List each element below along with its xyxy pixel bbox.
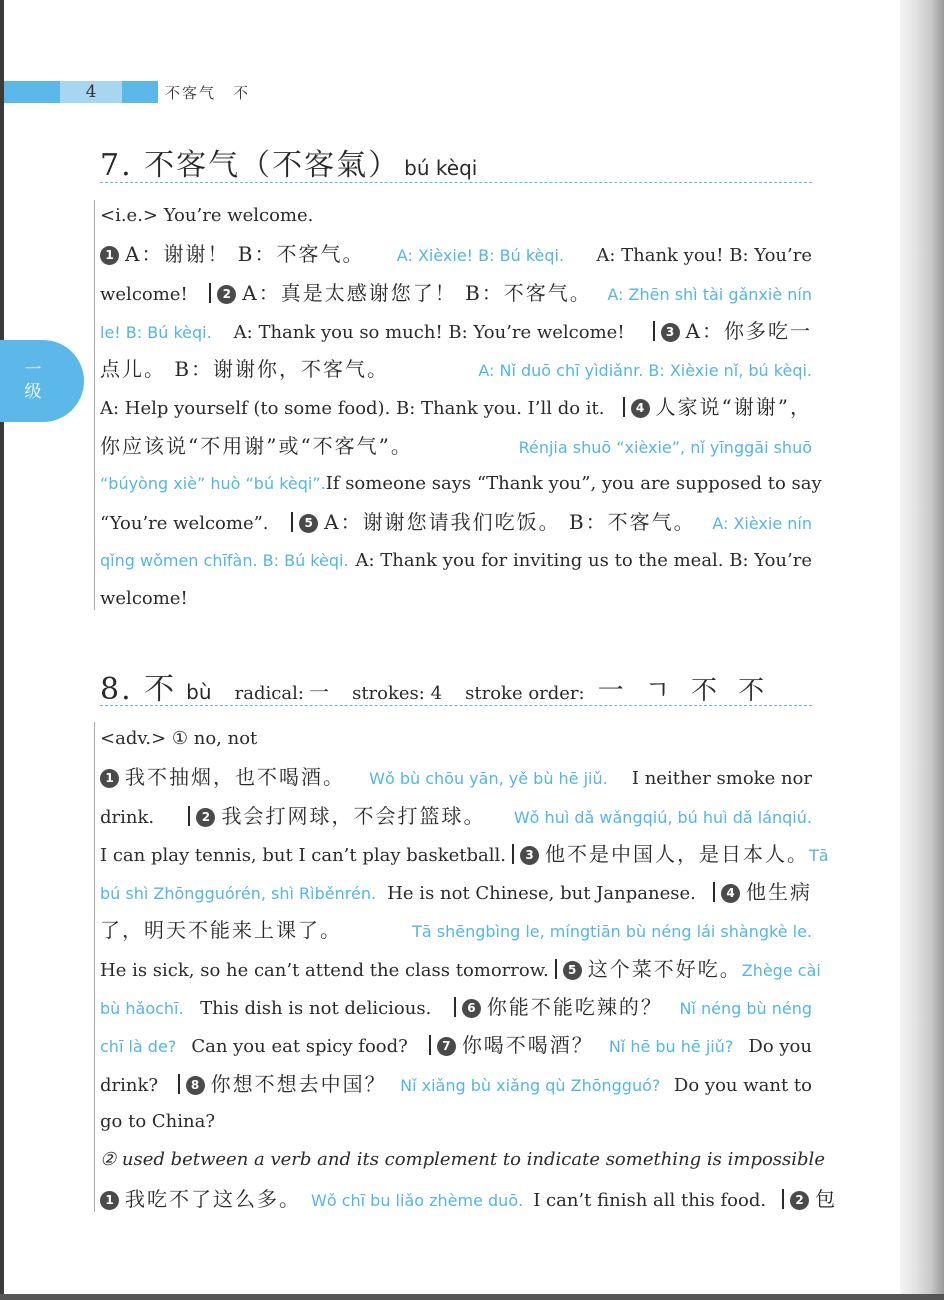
example-group (549, 950, 742, 990)
pinyin-text: Nǐ néng bù néng (679, 999, 812, 1019)
chinese-text: 我吃不了这么多。 (125, 1186, 301, 1211)
text-line (100, 950, 821, 988)
text-line (100, 758, 812, 796)
text-line (100, 720, 812, 758)
example-separator (454, 997, 456, 1017)
text-line (100, 1180, 838, 1218)
example-group (776, 1180, 837, 1220)
example-separator (555, 959, 557, 979)
example-number-badge: 2 (217, 285, 236, 304)
text-line (100, 542, 812, 580)
pinyin-text: Tā (809, 845, 829, 865)
english-text: A: Thank you so much! B: You’re welcome! (233, 321, 625, 343)
english-text: drink. (100, 806, 155, 828)
page-curl-shadow (900, 0, 944, 1300)
english-text: He is sick, so he can’t attend the class tomorrow. (100, 959, 549, 981)
page-binding-edge (0, 0, 4, 1300)
english-text: A: Thank you! B: You’re (596, 245, 812, 267)
chinese-text: 包 (815, 1186, 838, 1211)
entry-8-divider (100, 705, 812, 706)
english-text: Do you want to (673, 1074, 812, 1096)
example-separator (512, 844, 514, 864)
chinese-text: 你想不想去中国？ (210, 1071, 387, 1096)
example-number-badge: 4 (631, 399, 650, 418)
chinese-text: 你能不能吃辣的？ (486, 995, 663, 1020)
example-group (423, 1026, 594, 1066)
text-line (100, 1141, 825, 1179)
example-number-badge: 6 (462, 999, 481, 1018)
chinese-text: 这个菜不好吃。 (587, 956, 742, 981)
pinyin-text: Rénjia shuō “xièxie”, nǐ yīnggāi shuō (518, 437, 812, 457)
page-bottom-edge (0, 1294, 944, 1300)
example-number-badge: 3 (520, 846, 539, 865)
entry-8-body (100, 720, 838, 1218)
english-text: welcome! (100, 587, 188, 609)
text-line (100, 797, 812, 835)
example-group (203, 274, 592, 314)
entry-7-body (100, 197, 822, 618)
chinese-text: 了，明天不能来上课了。 (100, 918, 342, 943)
english-text: He is not Chinese, but Janpanese. (387, 883, 696, 905)
text-line (100, 835, 829, 873)
text-line (100, 427, 812, 465)
example-number-badge: 8 (186, 1076, 205, 1095)
example-separator (782, 1189, 784, 1209)
example-number-badge: 5 (563, 961, 582, 980)
english-text: “You’re welcome”. (100, 513, 269, 535)
example-separator (188, 806, 190, 826)
english-text: welcome! (100, 283, 188, 305)
pinyin-text: A: Zhēn shì tài gǎnxiè nín (607, 284, 812, 304)
example-number-badge: 3 (661, 323, 680, 342)
example-group (100, 758, 345, 798)
level-tab-line1: 一 (24, 360, 42, 380)
text-line (100, 274, 812, 312)
english-text: If someone says “Thank you”, you are supposed to say (325, 473, 822, 495)
english-text: Do you (748, 1036, 812, 1058)
chinese-text: A：你多吃一 (685, 318, 812, 343)
example-separator (291, 512, 293, 532)
pinyin-text: bù hǎochī. (100, 999, 184, 1019)
example-group (285, 503, 696, 543)
english-text: I can’t finish all this food. (533, 1189, 767, 1211)
chinese-text: 人家说“谢谢”， (655, 395, 812, 420)
text-line (100, 1065, 812, 1103)
text-line (100, 312, 812, 350)
chinese-text: 他生病 (746, 880, 812, 905)
chinese-text: 你喝不喝酒？ (461, 1033, 594, 1058)
stroke-order-label: stroke order: (465, 683, 585, 704)
text-line (100, 580, 812, 618)
entry-7-guide-line (94, 200, 95, 610)
text-line (100, 988, 812, 1026)
pinyin-text: Nǐ hē bu hē jiǔ? (608, 1037, 734, 1057)
example-group (617, 388, 812, 428)
entry-8-headword: 8. 不 (100, 672, 177, 707)
example-separator (209, 283, 211, 303)
chinese-text: A：真是太感谢您了！ B：不客气。 (242, 280, 592, 305)
entry-8-guide-line (94, 722, 95, 1212)
english-text: This dish is not delicious. (200, 998, 432, 1020)
text-line (100, 1103, 812, 1141)
stroke-order-step: 不 (691, 676, 718, 706)
english-text: drink? (100, 1074, 159, 1096)
strokes-label: strokes: 4 (352, 683, 443, 704)
pinyin-text: Zhège cài (741, 960, 821, 980)
chinese-text: 我不抽烟，也不喝酒。 (125, 765, 345, 790)
pinyin-text: bú shì Zhōngguórén, shì Rìběnrén. (100, 884, 377, 904)
example-number-badge: 7 (437, 1037, 456, 1056)
pinyin-text: Tā shēngbìng le, míngtiān bù néng lái shàngkè le. (412, 922, 812, 942)
example-separator (623, 397, 625, 417)
pinyin-text: chī là de? (100, 1037, 177, 1057)
pinyin-text: A: Xièxie! B: Bú kèqi. (396, 246, 565, 266)
example-separator (429, 1035, 431, 1055)
example-number-badge: 1 (100, 769, 119, 788)
example-group (100, 235, 365, 275)
english-text: go to China? (100, 1110, 215, 1132)
chinese-text: A：谢谢您请我们吃饭。 B：不客气。 (324, 510, 696, 535)
text-line (100, 350, 812, 388)
text-line (100, 388, 812, 426)
english-text: <i.e.> You’re welcome. (100, 205, 314, 226)
sense-definition: ② used between a verb and its complement to indicate something is impossible (100, 1149, 825, 1171)
example-group (707, 873, 812, 913)
example-number-badge: 1 (100, 246, 119, 265)
stroke-order-step: ㄱ (644, 676, 670, 706)
entry-8-pinyin: bù (186, 680, 212, 704)
text-line (100, 503, 812, 541)
chinese-text: 我会打网球，不会打篮球。 (221, 803, 486, 828)
entry-7-pinyin: bú kèqi (404, 156, 478, 180)
text-line (100, 465, 822, 503)
english-text: A: Thank you for inviting us to the meal. B: You’re (355, 549, 812, 571)
example-group (506, 835, 809, 875)
example-separator (178, 1074, 180, 1094)
text-line (100, 1026, 812, 1064)
example-group (647, 312, 812, 352)
entry-7-headword: 7. 不客气（不客氣） (100, 148, 401, 183)
text-line (100, 235, 812, 273)
chinese-text: 你应该说“不用谢”或“不客气”。 (100, 433, 413, 458)
example-number-badge: 2 (196, 808, 215, 827)
entry-7-divider (100, 182, 812, 183)
stroke-order-step: 不 (738, 676, 765, 706)
level-tab (0, 340, 84, 422)
text-line (100, 873, 812, 911)
pinyin-text: Wǒ chī bu liǎo zhème duō. (311, 1190, 524, 1210)
english-text: Can you eat spicy food? (191, 1036, 408, 1058)
chinese-text: 他不是中国人，是日本人。 (545, 841, 810, 866)
example-separator (653, 321, 655, 341)
example-number-badge: 5 (299, 514, 318, 533)
pinyin-text: Wǒ huì dǎ wǎngqiú, bú huì dǎ lánqiú. (513, 807, 812, 827)
pinyin-text: Nǐ xiǎng bù xiǎng qù Zhōngguó? (400, 1075, 661, 1095)
pinyin-text: A: Nǐ duō chī yìdiǎnr. B: Xièxie nǐ, bú kèqi. (478, 361, 812, 381)
example-group (182, 797, 485, 837)
example-group (448, 988, 663, 1028)
english-text: I can play tennis, but I can’t play basketball. (100, 844, 507, 866)
text-line (100, 197, 812, 235)
text-line (100, 911, 812, 949)
chinese-text: 点儿。 B：谢谢你，不客气。 (100, 357, 390, 382)
header-bar-right (122, 81, 158, 103)
entry-7-heading (100, 140, 477, 184)
example-number-badge: 1 (100, 1191, 119, 1210)
pinyin-text: A: Xièxie nín (712, 514, 812, 534)
running-header-title: 不客气 不 (165, 84, 251, 102)
chinese-text: A：谢谢！ B：不客气。 (125, 242, 365, 267)
entry-8-heading (100, 664, 780, 708)
level-tab-line2: 级 (24, 382, 42, 402)
radical-value: 一 (308, 680, 329, 704)
stroke-order-step: 一 (597, 676, 624, 706)
example-group (100, 1180, 301, 1220)
pinyin-text: “búyòng xiè” huò “bú kèqi”. (100, 474, 326, 494)
example-number-badge: 2 (790, 1191, 809, 1210)
page-number: 4 (60, 81, 122, 103)
english-text: <adv.> ① no, not (100, 728, 258, 749)
english-text: A: Help yourself (to some food). B: Thank you. I’ll do it. (100, 398, 605, 420)
header-bar-left (4, 81, 60, 103)
example-group (172, 1065, 387, 1105)
pinyin-text: qǐng wǒmen chīfàn. B: Bú kèqi. (100, 550, 349, 570)
pinyin-text: Wǒ bù chōu yān, yě bù hē jiǔ. (369, 769, 608, 789)
english-text: I neither smoke nor (631, 768, 812, 790)
example-number-badge: 4 (721, 884, 740, 903)
radical-label: radical: (234, 683, 304, 704)
example-separator (713, 882, 715, 902)
pinyin-text: le! B: Bú kèqi. (100, 322, 212, 342)
